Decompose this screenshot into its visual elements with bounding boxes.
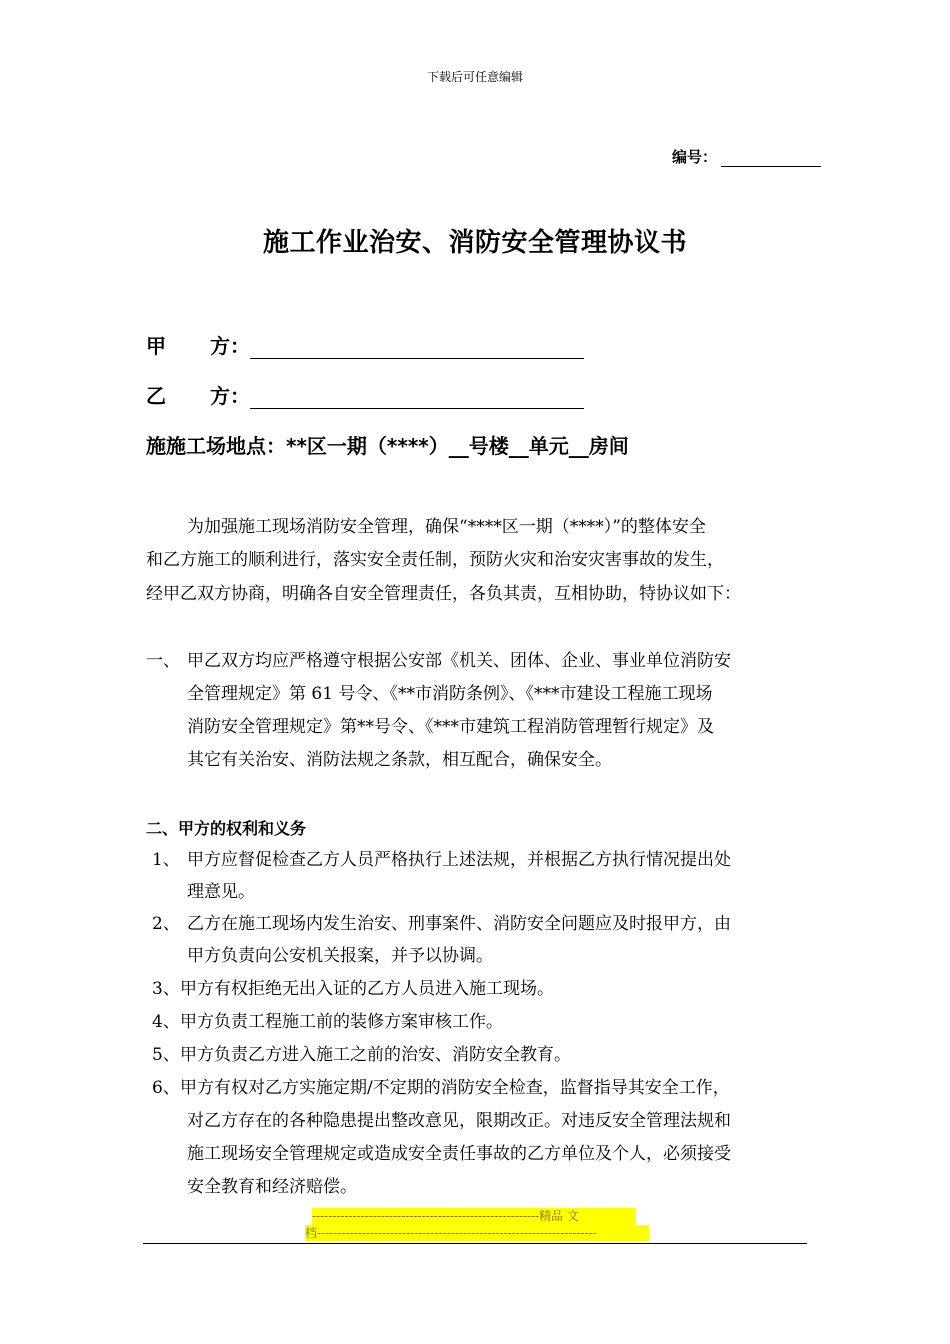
item-3-number: 3、 — [152, 979, 180, 999]
item-6-line: 甲方有权对乙方实施定期/不定期的消防安全检查，监督指导其安全工作， — [180, 1078, 730, 1098]
item-6-line: 施工现场安全管理规定或造成安全责任事故的乙方单位及个人，必须接受 — [187, 1144, 731, 1164]
party-b-label-1: 乙 — [146, 384, 166, 408]
clause-1-number: 一、 — [146, 651, 180, 671]
party-a-label-2: 方： — [210, 334, 250, 358]
serial-blank-line[interactable] — [721, 150, 821, 167]
party-a-blank-line[interactable] — [250, 336, 584, 359]
item-2-line: 甲方负责向公安机关报案，并予以协调。 — [187, 946, 493, 966]
item-1-line: 理意见。 — [187, 882, 255, 902]
clause-1-line: 全管理规定》第 61 号令、《**市消防条例》、《***市建设工程施工现场 — [187, 684, 713, 704]
item-4-line: 甲方负责工程施工前的装修方案审核工作。 — [180, 1012, 503, 1032]
clause-1-line: 其它有关治安、消防法规之条款，相互配合，确保安全。 — [187, 750, 612, 770]
item-4-number: 4、 — [152, 1012, 180, 1032]
footer-watermark-line-2: 档--------------------------------------------------------------------- — [305, 1225, 649, 1241]
party-a-row — [146, 330, 584, 359]
party-b-blank-line[interactable] — [250, 386, 584, 409]
intro-line-1: 为加强施工现场消防安全管理，确保“****区一期（****）”的整体安全 — [187, 517, 706, 537]
item-2-number: 2、 — [152, 914, 180, 934]
document-title: 施工作业治安、消防安全管理协议书 — [262, 228, 687, 258]
intro-line-3: 经甲乙双方协商，明确各自安全管理责任，各负其责，互相协助，特协议如下： — [146, 584, 741, 604]
clause-1-line: 消防安全管理规定》第**号令、《***市建筑工程消防管理暂行规定》及 — [187, 717, 714, 737]
construction-site: 施施工场地点：**区一期（****）__号楼__单元__房间 — [146, 434, 629, 458]
item-5-line: 甲方负责乙方进入施工之前的治安、消防安全教育。 — [180, 1045, 571, 1065]
serial-number-field — [672, 146, 821, 167]
clause-1-line: 甲乙双方均应严格遵守根据公安部《机关、团体、企业、事业单位消防安 — [187, 651, 731, 671]
item-2-line: 乙方在施工现场内发生治安、刑事案件、消防安全问题应及时报甲方，由 — [187, 914, 731, 934]
item-6-number: 6、 — [152, 1078, 180, 1098]
item-6-line: 安全教育和经济赔偿。 — [187, 1177, 357, 1197]
footer-watermark-line-1: --------------------------------------------------------精品 文 — [312, 1208, 636, 1225]
item-5-number: 5、 — [152, 1045, 180, 1065]
section-2-title: 二、甲方的权利和义务 — [146, 819, 307, 838]
party-b-row — [146, 380, 584, 409]
intro-line-2: 和乙方施工的顺利进行，落实安全责任制，预防火灾和治安灾害事故的发生， — [146, 550, 724, 570]
party-b-label-2: 方： — [210, 384, 250, 408]
item-3-line: 甲方有权拒绝无出入证的乙方人员进入施工现场。 — [180, 979, 554, 999]
item-1-number: 1、 — [152, 850, 180, 870]
header-note: 下载后可任意编辑 — [426, 70, 523, 84]
item-6-line: 对乙方存在的各种隐患提出整改意见，限期改正。对违反安全管理法规和 — [187, 1111, 731, 1131]
item-1-line: 甲方应督促检查乙方人员严格执行上述法规，并根据乙方执行情况提出处 — [187, 850, 731, 870]
footer-divider — [143, 1243, 807, 1244]
party-a-label-1: 甲 — [146, 334, 166, 358]
serial-label: 编号： — [672, 148, 718, 166]
